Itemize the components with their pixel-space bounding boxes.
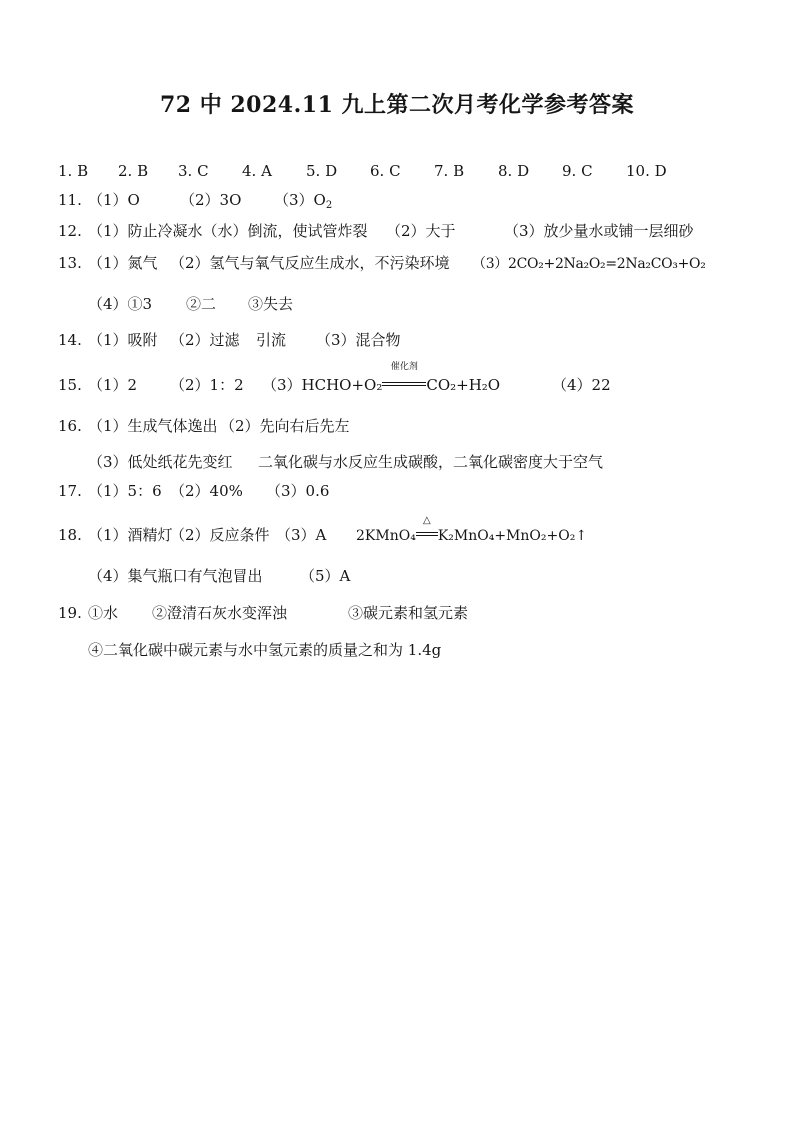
mcq-item	[562, 161, 626, 181]
mcq-item	[58, 161, 118, 181]
answer-choice: C	[389, 162, 401, 180]
question-14	[58, 330, 401, 350]
question-number: 12.	[58, 222, 82, 240]
answer-part: （4）①3	[88, 295, 153, 313]
answer-part: （2）先向右后先左	[220, 417, 350, 435]
question-number: 3.	[178, 162, 193, 180]
answer-part: （3）0.6	[266, 482, 330, 500]
answer-text: （3）O	[274, 191, 326, 209]
mcq-item	[178, 161, 242, 181]
heat-symbol: △	[422, 515, 431, 526]
answer-part: （2）3O	[180, 191, 242, 209]
question-number: 10.	[626, 162, 650, 180]
question-number: 9.	[562, 162, 577, 180]
answer-part: （1）2	[88, 376, 138, 394]
answer-part: （2）反应条件	[170, 526, 270, 544]
answer-part	[262, 362, 552, 395]
question-12	[58, 221, 694, 241]
question-13	[58, 253, 706, 274]
answer-part: ③碳元素和氢元素	[348, 604, 469, 622]
answer-part: （1）氮气	[88, 254, 158, 272]
answer-part: （3）低处纸花先变红	[88, 453, 233, 471]
answer-part: （1）吸附	[88, 331, 158, 349]
answer-choice: B	[137, 162, 149, 180]
answer-part: （4）22	[552, 376, 611, 394]
question-19-continued	[88, 640, 441, 660]
question-number: 16.	[58, 417, 82, 435]
answer-part: （1）生成气体逸出	[88, 417, 218, 435]
mcq-item	[306, 161, 370, 181]
answer-part: （2）大于	[386, 222, 456, 240]
mcq-answers	[58, 161, 667, 181]
equation-reactants: （3）HCHO+O₂	[262, 376, 383, 394]
answer-choice: C	[581, 162, 593, 180]
question-number: 15.	[58, 376, 82, 394]
mcq-item	[434, 161, 498, 181]
answer-part: （3）放少量水或铺一层细砂	[504, 222, 694, 240]
answer-part: （1）O	[88, 191, 140, 209]
question-number: 18.	[58, 526, 82, 544]
equation-products: K₂MnO₄+MnO₂+O₂↑	[437, 528, 588, 544]
mcq-item	[370, 161, 434, 181]
question-16	[58, 416, 350, 436]
question-13-continued	[88, 294, 293, 314]
answer-choice: D	[517, 162, 530, 180]
answer-part: （1）防止冷凝水（水）倒流，使试管炸裂	[88, 222, 368, 240]
question-number: 4.	[242, 162, 257, 180]
question-17	[58, 481, 329, 501]
mcq-item	[626, 161, 667, 181]
question-number: 13.	[58, 254, 82, 272]
mcq-item	[498, 161, 562, 181]
answer-part	[356, 515, 588, 546]
answer-choice: D	[654, 162, 667, 180]
question-number: 14.	[58, 331, 82, 349]
question-11	[58, 190, 332, 216]
answer-part: （1）酒精灯	[88, 526, 173, 544]
answer-part: ②二	[186, 295, 217, 313]
answer-part: （3）2CO₂+2Na₂O₂=2Na₂CO₃+O₂	[472, 256, 706, 272]
answer-part: ③失去	[248, 295, 294, 313]
question-number: 8.	[498, 162, 513, 180]
question-15	[58, 362, 611, 395]
answer-part	[274, 190, 332, 216]
reaction-condition	[382, 362, 426, 395]
answer-choice: C	[197, 162, 209, 180]
answer-part: （2）1：2	[170, 376, 244, 394]
question-number: 1.	[58, 162, 73, 180]
subscript: 2	[325, 200, 333, 211]
question-number: 11.	[58, 191, 82, 209]
page-title: 72 中 2024.11 九上第二次月考化学参考答案	[159, 92, 635, 118]
answer-choice: D	[325, 162, 338, 180]
mcq-item	[242, 161, 306, 181]
answer-part: ②澄清石灰水变浑浊	[152, 604, 288, 622]
question-number: 6.	[370, 162, 385, 180]
equals-sign	[416, 532, 438, 536]
answer-choice: B	[77, 162, 89, 180]
answer-part: （3）A	[276, 526, 327, 544]
question-number: 5.	[306, 162, 321, 180]
question-number: 19.	[58, 604, 82, 622]
answer-part: （2）过滤	[170, 331, 240, 349]
answer-part: （1）5：6	[88, 482, 162, 500]
answer-choice: A	[261, 162, 272, 180]
question-16-continued	[88, 452, 603, 472]
catalyst-label: 催化剂	[390, 362, 418, 372]
question-number: 17.	[58, 482, 82, 500]
answer-part: ④二氧化碳中碳元素与水中氢元素的质量之和为 1.4g	[88, 641, 442, 659]
question-18	[58, 515, 588, 546]
answer-choice: B	[453, 162, 465, 180]
answer-part: ①水	[88, 604, 119, 622]
equals-sign	[382, 382, 426, 386]
question-number: 2.	[118, 162, 133, 180]
reaction-condition	[416, 515, 438, 546]
answer-part: （2）氢气与氧气反应生成水，不污染环境	[170, 254, 450, 272]
answer-part: （3）混合物	[316, 331, 401, 349]
answer-part: 二氧化碳与水反应生成碳酸，二氧化碳密度大于空气	[258, 453, 604, 471]
question-18-continued	[88, 566, 350, 586]
question-19	[58, 603, 468, 623]
answer-part: （5）A	[300, 567, 351, 585]
answer-part: （4）集气瓶口有气泡冒出	[88, 567, 263, 585]
answer-part: （2）40%	[170, 482, 243, 500]
equation-products: CO₂+H₂O	[426, 376, 501, 394]
mcq-item	[118, 161, 178, 181]
question-number: 7.	[434, 162, 449, 180]
answer-part: 引流	[256, 331, 287, 349]
equation-reactants: 2KMnO₄	[356, 528, 416, 544]
